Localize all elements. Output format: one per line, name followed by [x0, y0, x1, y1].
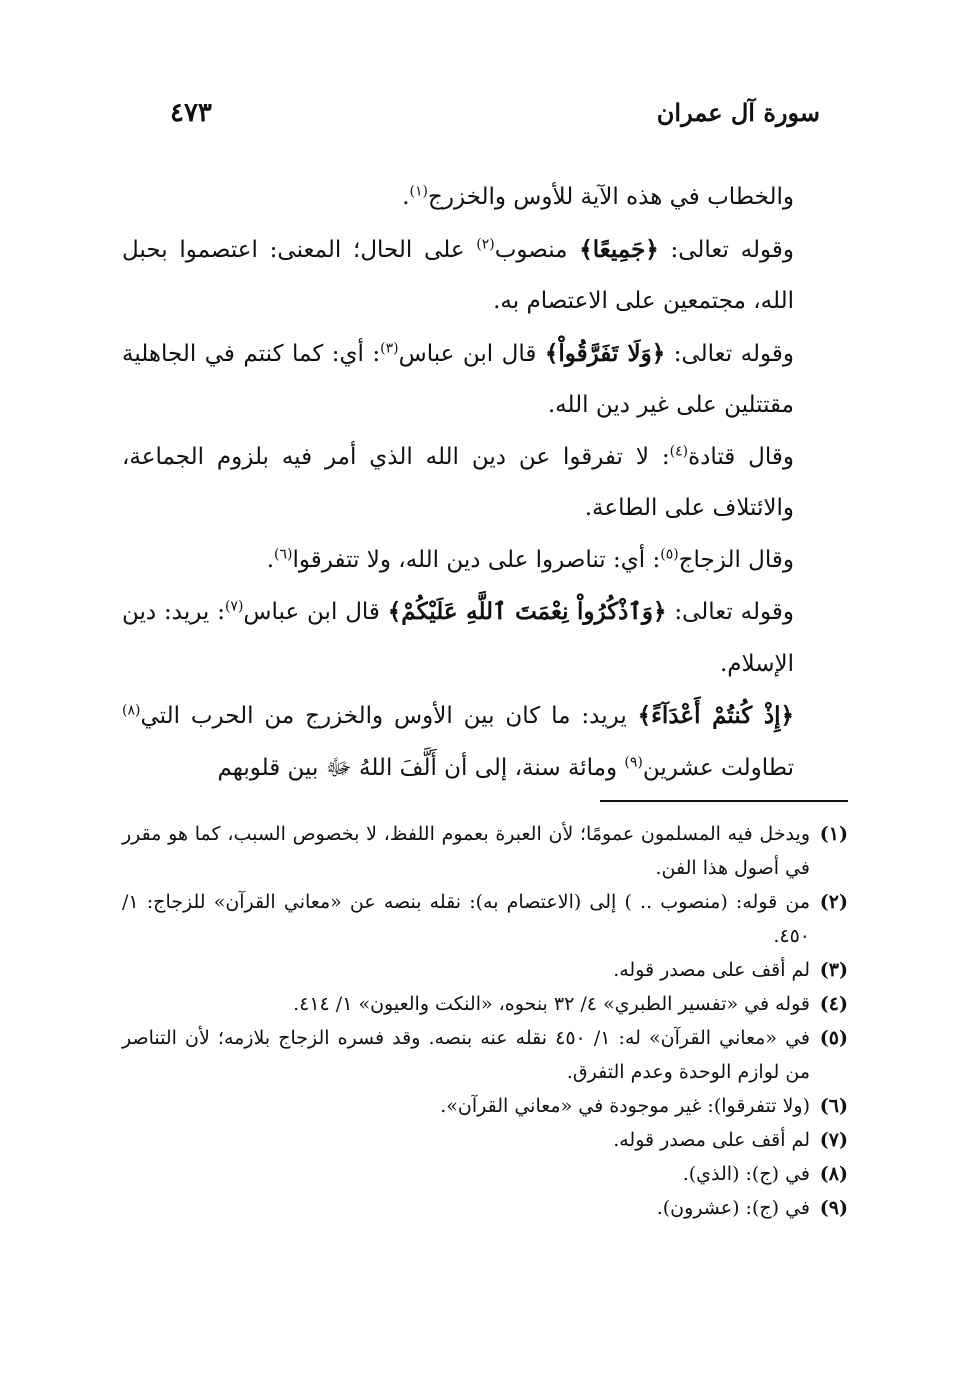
footnote-number: (٩) — [819, 1197, 848, 1219]
paragraph-7: ﴿إِذْ كُنتُمْ أَعْدَآءً﴾ يريد: ما كان بين الأوس والخزرج من الحرب التي$^{(٨)}$ تطاولت عشرين$^{(٩)}$ ومائة سنة، إلى أن أَلَّفَ اللهُ ﷻ بين قلوبهم — [122, 702, 794, 781]
footnote-5 — [122, 1021, 848, 1089]
paragraph-5: وقال الزجاج$^{(٥)}$: أي: تناصروا على دين الله، ولا تتفرقوا$^{(٦)}$. — [266, 545, 794, 573]
footnote-2 — [122, 885, 848, 953]
footnote-text: في (ج): (الذي). — [682, 1163, 810, 1185]
footnote-ref-5[interactable]: (٥) — [660, 545, 679, 562]
footnote-ref-3[interactable]: (٣) — [380, 339, 399, 356]
footnote-ref-1[interactable]: (١) — [409, 183, 428, 200]
footnote-ref-8[interactable]: (٨) — [122, 702, 141, 719]
footnote-ref-2[interactable]: (٢) — [476, 235, 495, 252]
footnote-number: (٧) — [819, 1129, 848, 1151]
footnote-9 — [122, 1191, 848, 1225]
footnote-number: (٨) — [819, 1163, 848, 1185]
paragraph-2: وقوله تعالى: ﴿جَمِيعًا﴾ منصوب$^{(٢)}$ على الحال؛ المعنى: اعتصموا بحبل الله، مجتمعين على الاعتصام به. — [122, 235, 794, 314]
footnote-number: (٣) — [819, 959, 848, 981]
quran-quote: ﴿إِذْ كُنتُمْ أَعْدَآءً﴾ — [637, 702, 794, 729]
footnote-text: لم أقف على مصدر قوله. — [613, 1129, 810, 1151]
footnote-number: (٤) — [819, 993, 848, 1015]
footnote-text: في «معاني القرآن» له: ١/ ٤٥٠ نقله عنه بنصه. وقد فسره الزجاج بلازمه؛ لأن التناصر من لوازم الوحدة وعدم التفرق. — [122, 1027, 810, 1083]
footnote-7 — [122, 1123, 848, 1157]
footnote-text: (ولا تتفرقوا): غير موجودة في «معاني القرآن». — [440, 1095, 810, 1117]
footnote-text: لم أقف على مصدر قوله. — [613, 959, 810, 981]
main-text — [122, 172, 842, 794]
footnote-text: ويدخل فيه المسلمون عمومًا؛ لأن العبرة بعموم اللفظ، لا بخصوص السبب، كما هو مقرر في أصول هذا الفن. — [122, 823, 810, 879]
footnote-divider — [600, 800, 848, 802]
page-header — [170, 98, 820, 138]
footnote-number: (٦) — [819, 1095, 848, 1117]
footnote-number: (٥) — [819, 1027, 848, 1049]
quran-quote: ﴿جَمِيعًا﴾ — [579, 235, 659, 263]
quran-quote: ﴿وَٱذْكُرُواْ نِعْمَتَ ٱللَّهِ عَلَيْكُمْ﴾ — [387, 598, 667, 625]
footnote-ref-4[interactable]: (٤) — [669, 442, 689, 459]
paragraph-6: وقوله تعالى: ﴿وَٱذْكُرُواْ نِعْمَتَ ٱللَّهِ عَلَيْكُمْ﴾ قال ابن عباس$^{(٧)}$: يريد: دين الإسلام. — [122, 598, 794, 677]
footnote-text: قوله في «تفسير الطبري» ٤/ ٣٢ بنحوه، «النكت والعيون» ١/ ٤١٤. — [293, 993, 810, 1015]
surah-title: سورة آل عمران — [656, 98, 820, 127]
footnote-ref-6[interactable]: (٦) — [274, 545, 293, 562]
footnote-6 — [122, 1089, 848, 1123]
quran-quote: ﴿وَلَا تَفَرَّقُواْ﴾ — [544, 339, 666, 367]
paragraph-4: وقال قتادة$^{(٤)}$: لا تفرقوا عن دين الله الذي أمر فيه بلزوم الجماعة، والائتلاف على الطاعة. — [122, 442, 794, 521]
footnote-1 — [122, 817, 848, 885]
footnote-4 — [122, 987, 848, 1021]
footnote-number: (٢) — [819, 891, 848, 913]
footnote-number: (١) — [819, 823, 848, 845]
paragraph-3: وقوله تعالى: ﴿وَلَا تَفَرَّقُواْ﴾ قال ابن عباس$^{(٣)}$: أي: كما كنتم في الجاهلية مقتتلين على غير دين الله. — [122, 339, 794, 418]
footnote-3 — [122, 953, 848, 987]
footnote-8 — [122, 1157, 848, 1191]
paragraph-1: والخطاب في هذه الآية للأوس والخزرج$^{(١)}$. — [402, 183, 794, 210]
footnote-text: في (ج): (عشرون). — [656, 1197, 810, 1219]
page-number: ٤٧٣ — [170, 98, 212, 128]
footnote-ref-9[interactable]: (٩) — [624, 753, 643, 770]
footnotes — [122, 817, 848, 1225]
footnote-text: من قوله: (منصوب .. ) إلى (الاعتصام به): نقله بنصه عن «معاني القرآن» للزجاج: ١/ ٤٥٠. — [122, 891, 810, 947]
footnote-ref-7[interactable]: (٧) — [224, 598, 244, 615]
